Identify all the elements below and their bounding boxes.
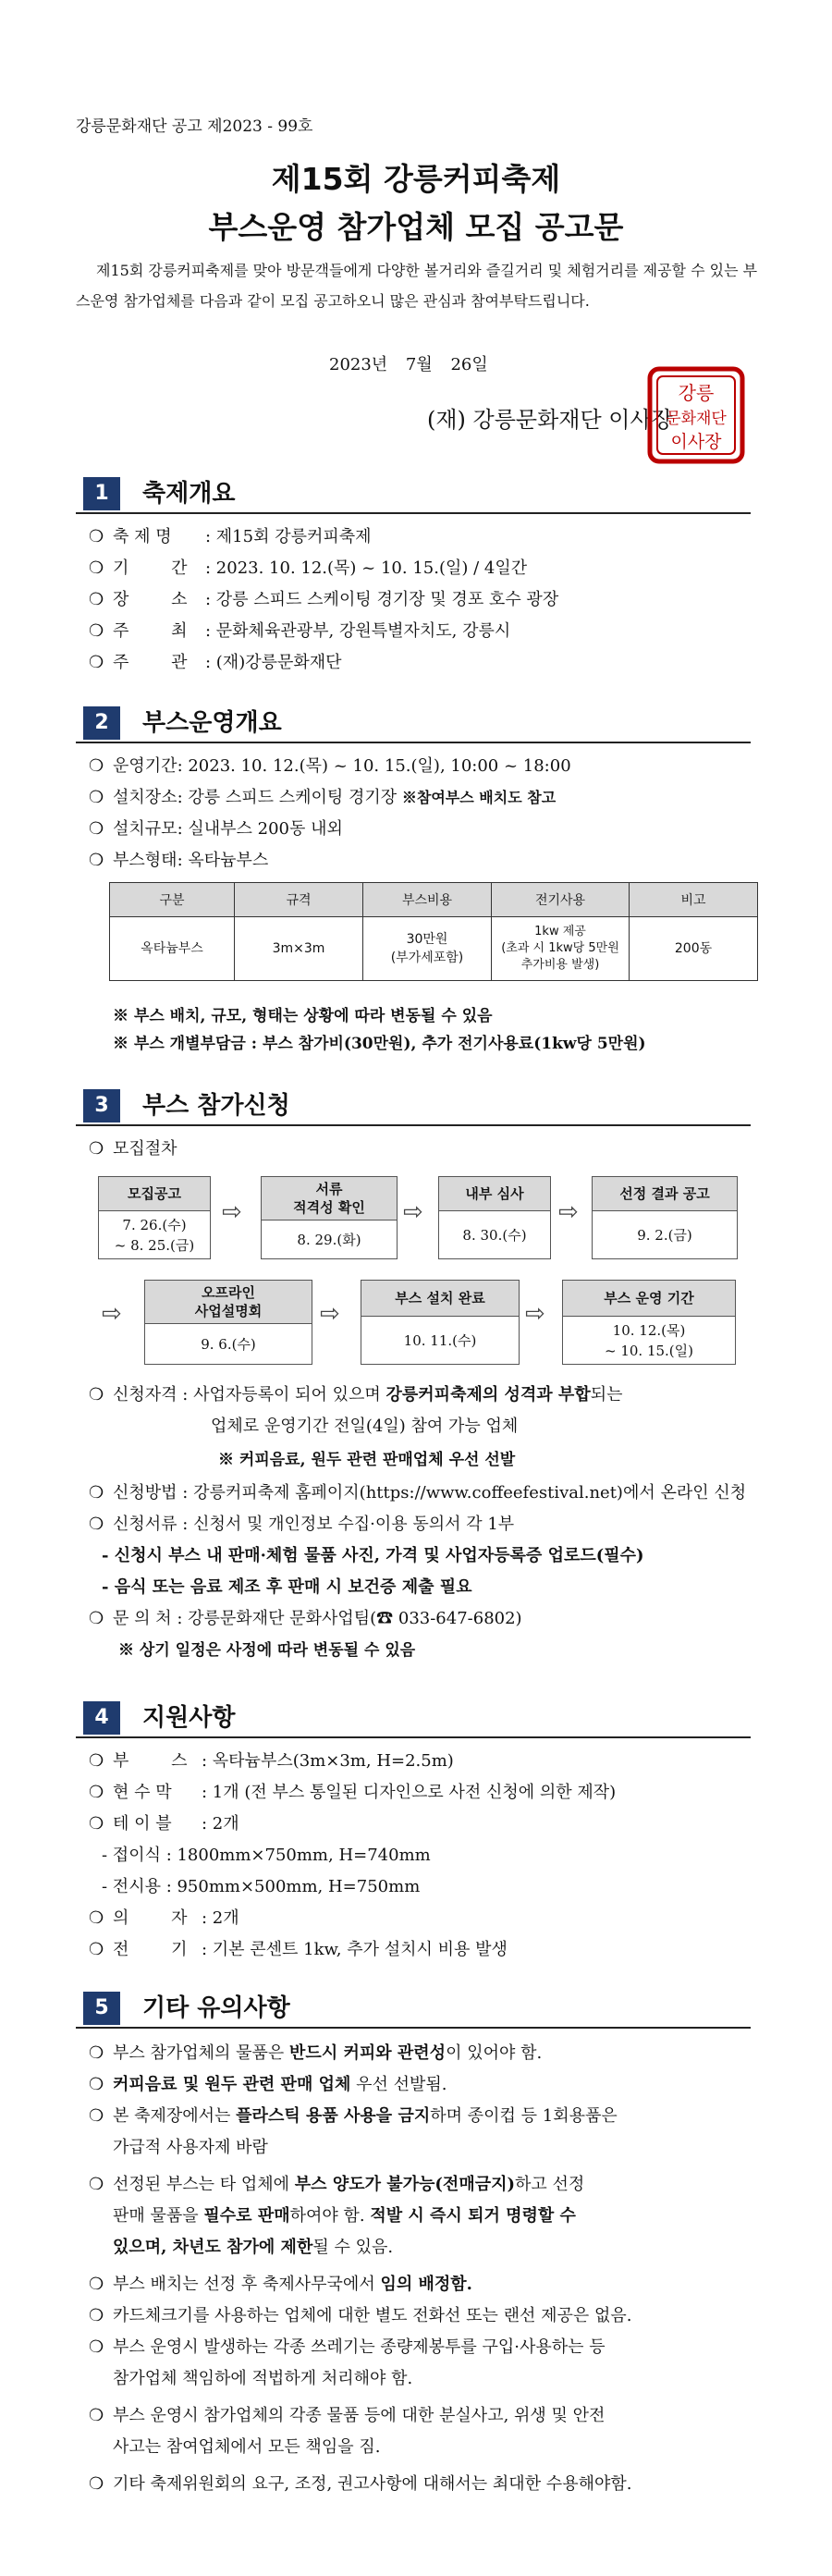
seal-text-2: 문화재단 [666, 410, 727, 428]
arrow-icon: ⇨ [403, 1198, 423, 1226]
s3-qualification: ❍ 신청자격 : 사업자등록이 되어 있으며 강릉커피축제의 성격과 부합되는 [89, 1385, 623, 1405]
s5-item: ❍ 카드체크기를 사용하는 업체에 대한 별도 전화선 또는 랜선 제공은 없음. [89, 2306, 632, 2325]
section-divider [76, 742, 751, 743]
s2-item: ❍ 부스형태: 옥타늄부스 [89, 851, 269, 870]
table-header: 비고 [630, 883, 758, 917]
section-divider [76, 1736, 751, 1738]
s3-final-note: ※ 상기 일정은 사정에 따라 변동될 수 있음 [118, 1641, 416, 1660]
s5-item: ❍ 기타 축제위원회의 요구, 조정, 권고사항에 대해서는 최대한 수용해야함. [89, 2474, 632, 2494]
arrow-icon: ⇨ [102, 1300, 122, 1328]
table-header: 부스비용 [363, 883, 492, 917]
s5-item-cont: 참가업체 책임하에 적법하게 처리해야 함. [113, 2369, 413, 2388]
s4-table-sub: - 전시용 : 950mm×500mm, H=750mm [102, 1877, 421, 1896]
section-divider [76, 512, 751, 514]
s5-item-cont: 가급적 사용자제 바람 [113, 2138, 268, 2157]
s5-item: ❍ 부스 참가업체의 물품은 반드시 커피와 관련성이 있어야 함. [89, 2043, 543, 2063]
table-cell: 3m×3m [235, 917, 363, 981]
section-divider [76, 1124, 751, 1126]
intro-paragraph: 제15회 강릉커피축제를 맞아 방문객들에게 다양한 볼거리와 즐길거리 및 체험거리를 제공할 수 있는 부스운영 참가업체를 다음과 같이 모집 공고하오니 많은 관심과 참여부탁드립니다. [76, 262, 758, 310]
table-cell: 1kw 제공 (초과 시 1kw당 5만원 추가비용 발생) [492, 917, 630, 981]
table-cell: 200동 [630, 917, 758, 981]
s5-item-cont: 있으며, 차년도 참가에 제한될 수 있음. [113, 2238, 394, 2257]
s3-qual-note: ※ 커피음료, 원두 관련 판매업체 우선 선발 [218, 1451, 516, 1469]
process-step-5: 오프라인 사업설명회 9. 6.(수) [144, 1280, 312, 1365]
s5-item: ❍ 본 축제장에서는 플라스틱 용품 사용을 금지하며 종이컵 등 1회용품은 [89, 2106, 618, 2126]
s4-table-sub: - 접이식 : 1800mm×750mm, H=740mm [102, 1846, 431, 1865]
arrow-icon: ⇨ [222, 1198, 242, 1226]
s4-item: ❍ 현 수 막 : 1개 (전 부스 통일된 디자인으로 사전 신청에 의한 제작) [89, 1783, 617, 1802]
process-step-1: 모집공고 7. 26.(수) ~ 8. 25.(금) [98, 1176, 211, 1259]
arrow-icon: ⇨ [525, 1300, 545, 1328]
section-2-header [76, 701, 751, 743]
s3-process-label: ❍ 모집절차 [89, 1139, 177, 1159]
seal-text-3: 이사장 [670, 432, 722, 452]
section-number: 5 [83, 1992, 120, 2025]
s5-item: ❍ 선정된 부스는 타 업체에 부스 양도가 불가능(전매금지)하고 선정 [89, 2175, 585, 2194]
seal-text-1: 강릉 [678, 382, 715, 404]
issuer-org: (재) 강릉문화재단 이사장 [427, 407, 673, 433]
process-step-4: 선정 결과 공고 9. 2.(금) [592, 1176, 738, 1259]
s4-item: ❍ 의 자 : 2개 [89, 1908, 239, 1928]
booth-table [109, 882, 758, 981]
section-title: 축제개요 [142, 480, 236, 508]
s1-item: ❍ 주 관 : (재)강릉문화재단 [89, 653, 342, 672]
section-number: 2 [83, 706, 120, 740]
s3-method: ❍ 신청방법 : 강릉커피축제 홈페이지(https://www.coffeefestival.net)에서 온라인 신청 [89, 1483, 747, 1503]
table-header-row [110, 883, 758, 917]
s1-item: ❍ 기 간 : 2023. 10. 12.(목) ~ 10. 15.(일) / 4일간 [89, 558, 528, 578]
s4-item: ❍ 테 이 블 : 2개 [89, 1814, 239, 1834]
section-1-header [76, 472, 751, 514]
page-title-line1: 제15회 강릉커피축제 [271, 161, 561, 197]
section-title: 부스 참가신청 [142, 1092, 290, 1120]
section-number: 3 [83, 1089, 120, 1122]
s2-item: ❍ 운영기간: 2023. 10. 12.(목) ~ 10. 15.(일), 10:00 ~ 18:00 [89, 756, 571, 776]
s1-item: ❍ 축 제 명 : 제15회 강릉커피축제 [89, 527, 372, 546]
section-number: 1 [83, 477, 120, 510]
section-title: 지원사항 [142, 1704, 236, 1732]
s5-item: ❍ 부스 운영시 발생하는 각종 쓰레기는 종량제봉투를 구입·사용하는 등 [89, 2337, 606, 2357]
arrow-icon: ⇨ [558, 1198, 579, 1226]
s1-item: ❍ 주 최 : 문화체육관광부, 강원특별자치도, 강릉시 [89, 621, 511, 641]
table-header: 구분 [110, 883, 235, 917]
s3-qualification-cont: 업체로 운영기간 전일(4일) 참여 가능 업체 [211, 1417, 519, 1436]
s5-item: ❍ 부스 배치는 선정 후 축제사무국에서 임의 배정함. [89, 2275, 472, 2294]
process-step-3: 내부 심사 8. 30.(수) [438, 1176, 551, 1259]
s2-note: ※ 부스 개별부담금 : 부스 참가비(30만원), 추가 전기사용료(1kw당 5만원) [113, 1035, 646, 1053]
s3-contact: ❍ 문 의 처 : 강릉문화재단 문화사업팀(☎ 033-647-6802) [89, 1609, 522, 1628]
section-number: 4 [83, 1701, 120, 1735]
s4-item: ❍ 전 기 : 기본 콘센트 1kw, 추가 설치시 비용 발생 [89, 1940, 508, 1959]
table-cell: 30만원 (부가세포함) [363, 917, 492, 981]
s2-item: ❍ 설치규모: 실내부스 200동 내외 [89, 819, 343, 839]
s2-item: ❍ 설치장소: 강릉 스피드 스케이팅 경기장 ※참여부스 배치도 참고 [89, 788, 557, 807]
process-step-2: 서류 적격성 확인 8. 29.(화) [261, 1176, 398, 1259]
s4-item: ❍ 부 스 : 옥타늄부스(3m×3m, H=2.5m) [89, 1751, 454, 1771]
s5-item-cont: 판매 물품을 필수로 판매하여야 함. 적발 시 즉시 퇴거 명령할 수 [113, 2206, 576, 2226]
s3-documents-sub: - 음식 또는 음료 제조 후 판매 시 보건증 제출 필요 [102, 1577, 472, 1597]
s1-item: ❍ 장 소 : 강릉 스피드 스케이팅 경기장 및 경포 호수 광장 [89, 590, 559, 609]
notice-date: 2023년 7월 26일 [329, 355, 488, 374]
section-divider [76, 2027, 751, 2029]
page-title-line2: 부스운영 참가업체 모집 공고문 [208, 209, 624, 245]
table-header: 전기사용 [492, 883, 630, 917]
table-row [110, 917, 758, 981]
s3-documents-sub: - 신청시 부스 내 판매·체험 물품 사진, 가격 및 사업자등록증 업로드(필수) [102, 1546, 644, 1565]
s5-item: ❍ 부스 운영시 참가업체의 각종 물품 등에 대한 분실사고, 위생 및 안전 [89, 2406, 606, 2425]
notice-number: 강릉문화재단 공고 제2023 - 99호 [76, 117, 313, 136]
table-header: 규격 [235, 883, 363, 917]
section-title: 부스운영개요 [142, 709, 282, 737]
process-step-7: 부스 운영 기간 10. 12.(목) ~ 10. 15.(일) [562, 1280, 736, 1365]
arrow-icon: ⇨ [320, 1300, 340, 1328]
table-cell: 옥타늄부스 [110, 917, 235, 981]
s3-documents: ❍ 신청서류 : 신청서 및 개인정보 수집·이용 동의서 각 1부 [89, 1515, 515, 1534]
section-5-header [76, 1986, 751, 2029]
s2-note: ※ 부스 배치, 규모, 형태는 상황에 따라 변동될 수 있음 [113, 1007, 493, 1025]
s5-item: ❍ 커피음료 및 원두 관련 판매 업체 우선 선발됨. [89, 2075, 447, 2094]
section-title: 기타 유의사항 [142, 1994, 290, 2022]
official-seal-icon [647, 366, 745, 464]
section-4-header [76, 1696, 751, 1738]
s5-item-cont: 사고는 참여업체에서 모든 책임을 짐. [113, 2437, 381, 2457]
process-step-6: 부스 설치 완료 10. 11.(수) [361, 1280, 520, 1365]
section-3-header [76, 1084, 751, 1126]
